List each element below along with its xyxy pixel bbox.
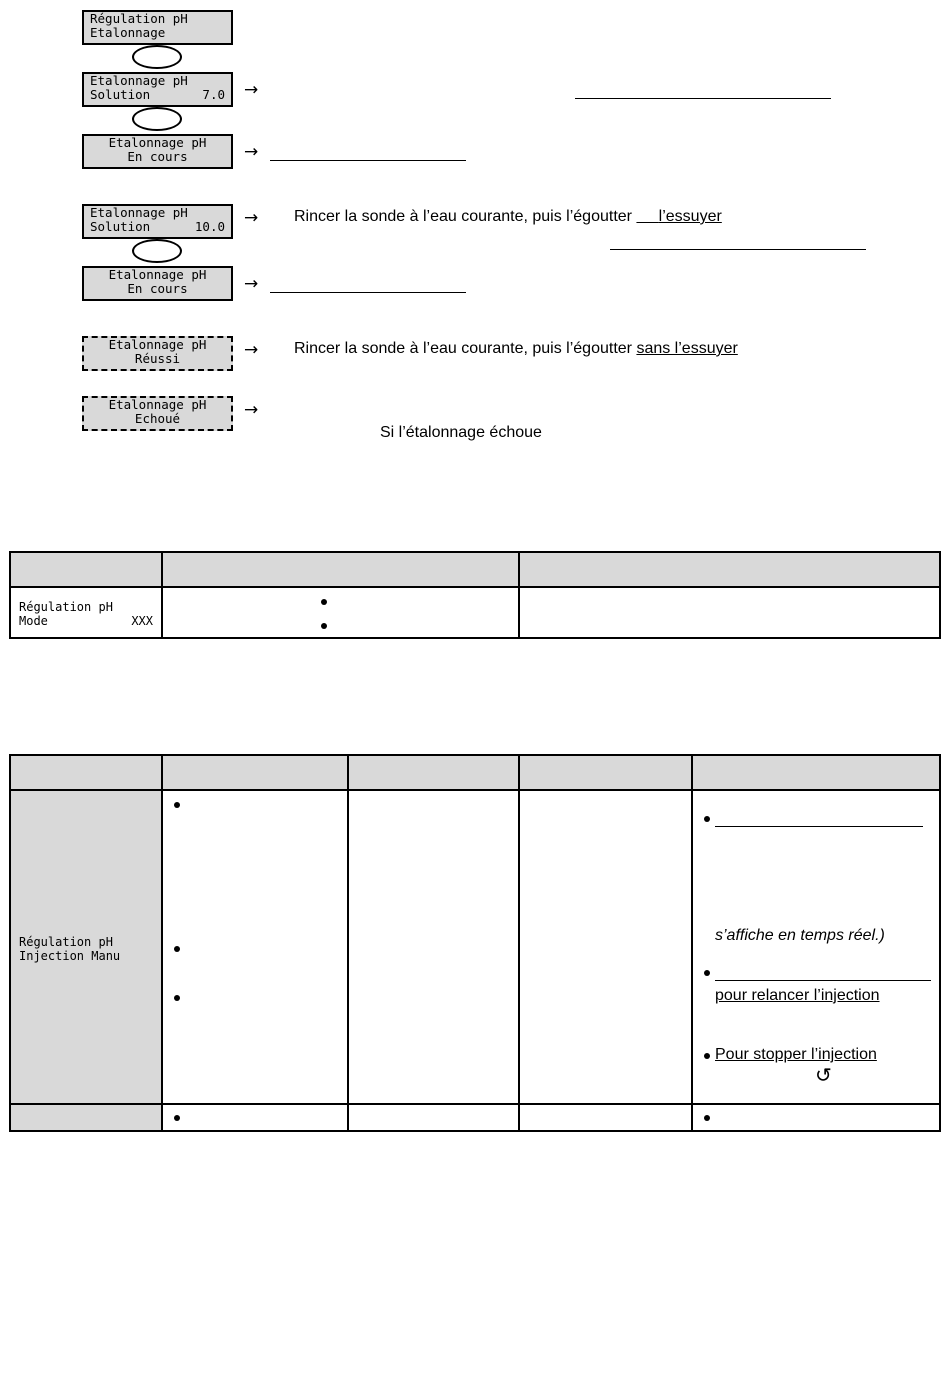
lcd-line-2: Injection Manu (19, 949, 121, 963)
arrow-icon: → (244, 80, 259, 100)
rinse-text: Rincer la sonde à l’eau courante, puis l’égoutter (294, 340, 632, 357)
arrow-icon: → (244, 340, 259, 360)
empty-cell (348, 790, 519, 1104)
lcd-line-2: En cours (127, 149, 188, 164)
lcd-line-1: Etalonnage pH (90, 73, 188, 88)
injection-table (9, 754, 941, 1132)
empty-cell (348, 1104, 519, 1131)
fail-text: Si l’étalonnage échoue (380, 424, 542, 441)
empty-cell (519, 1104, 692, 1131)
description-cell (519, 587, 940, 638)
blank-line (575, 98, 831, 99)
button-oval (132, 107, 182, 131)
bullet-icon (321, 599, 327, 605)
lcd-line-2: Echoué (134, 411, 181, 426)
options-cell (162, 1104, 348, 1131)
rinse-suffix: sans l’essuyer (636, 340, 738, 357)
lcd-line-2: Etalonnage (90, 25, 166, 40)
header-cell (10, 755, 162, 790)
lcd-label: Solution (90, 219, 151, 234)
header-cell (348, 755, 519, 790)
bullet-icon (704, 1115, 710, 1121)
lcd-value: XXX (131, 614, 153, 628)
lcd-line-1: Etalonnage pH (108, 397, 207, 412)
lcd-en-cours-1 (82, 134, 233, 169)
lcd-value: 10.0 (194, 219, 225, 234)
lcd-line-1: Etalonnage pH (90, 205, 188, 220)
rinse-text: Rincer la sonde à l’eau courante, puis l’égoutter (294, 208, 632, 225)
instructions-cell (692, 790, 940, 1104)
options-cell (162, 790, 348, 1104)
screen-cell (10, 587, 162, 638)
lcd-reussi (82, 336, 233, 371)
button-oval (132, 239, 182, 263)
stop-text: Pour stopper l’injection (715, 1046, 877, 1063)
bullet-icon (704, 816, 710, 822)
arrow-icon: → (244, 208, 259, 228)
mode-table (9, 551, 941, 639)
blank-line (610, 249, 866, 250)
header-cell (519, 755, 692, 790)
header-cell (10, 552, 162, 587)
options-cell (162, 587, 519, 638)
lcd-en-cours-2 (82, 266, 233, 301)
header-cell (162, 552, 519, 587)
relaunch-text: pour relancer l’injection (715, 987, 880, 1004)
undo-icon: ↺ (815, 1063, 832, 1087)
rinse-instruction-1 (294, 208, 722, 226)
screen-cell (10, 790, 162, 1104)
bullet-icon (704, 970, 710, 976)
lcd-solution-10 (82, 204, 233, 239)
lcd-line-1: Régulation pH (90, 11, 188, 26)
lcd-regulation-etalonnage (82, 10, 233, 45)
lcd-line-1: Etalonnage pH (108, 337, 207, 352)
bullet-icon (321, 623, 327, 629)
blank-line (715, 826, 923, 827)
arrow-icon: → (244, 274, 259, 294)
bullet-icon (174, 802, 180, 808)
bullet-icon (174, 946, 180, 952)
button-oval (132, 45, 182, 69)
lcd-value: 7.0 (202, 87, 225, 102)
realtime-text: s’affiche en temps réel.) (715, 927, 885, 944)
lcd-line-2: En cours (127, 281, 188, 296)
lcd-line-1: Régulation pH (19, 600, 113, 614)
bullet-icon (704, 1053, 710, 1059)
lcd-line-2: Réussi (134, 351, 181, 366)
lcd-line-1: Etalonnage pH (108, 267, 207, 282)
screen-cell (10, 1104, 162, 1131)
lcd-echoue (82, 396, 233, 431)
lcd-solution-7 (82, 72, 233, 107)
rinse-suffix: l’essuyer (658, 208, 722, 225)
lcd-line-1: Etalonnage pH (108, 135, 207, 150)
empty-cell (519, 790, 692, 1104)
lcd-line-1: Régulation pH (19, 935, 113, 949)
arrow-icon: → (244, 400, 259, 420)
bullet-icon (174, 1115, 180, 1121)
header-cell (519, 552, 940, 587)
blank-line (270, 292, 466, 293)
bullet-icon (174, 995, 180, 1001)
arrow-icon: → (244, 142, 259, 162)
lcd-label: Mode (19, 614, 48, 628)
lcd-label: Solution (90, 87, 151, 102)
instructions-cell (692, 1104, 940, 1131)
rinse-instruction-2 (294, 340, 738, 358)
header-cell (162, 755, 348, 790)
blank-line (270, 160, 466, 161)
blank-line (715, 980, 931, 981)
header-cell (692, 755, 940, 790)
